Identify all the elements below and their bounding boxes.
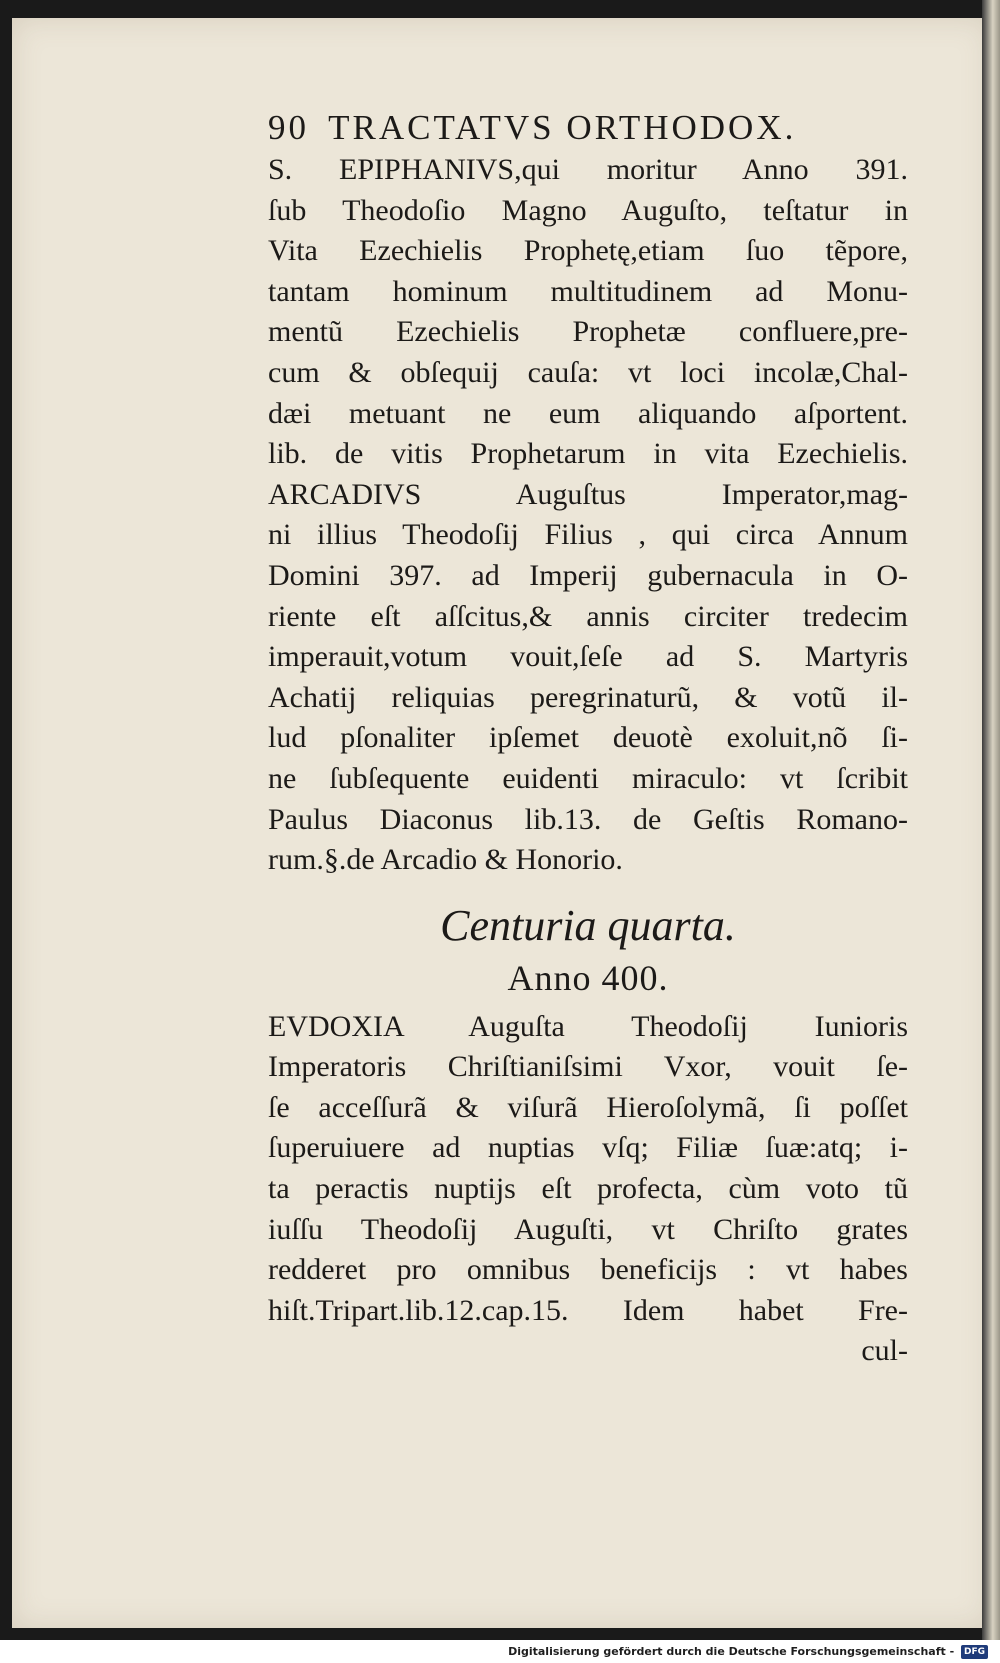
text-line: ne ſubſequente euidenti miraculo: vt ſcribit — [268, 761, 908, 795]
text-line: tantam hominum multitudinem ad Monu- — [268, 274, 908, 308]
text-line: Imperatoris Chriſtianiſsimi Vxor, vouit ſe- — [268, 1050, 908, 1084]
text-line: Achatij reliquias peregrinaturũ, & votũ il- — [268, 680, 908, 714]
text-line: ni illius Theodoſij Filius , qui circa Annum — [268, 518, 908, 552]
paragraph-eudoxia — [268, 1007, 908, 1332]
text-line: riente eſt aſſcitus,& annis circiter tredecim — [268, 599, 908, 633]
text-line: imperauit,votum vouit,ſeſe ad S. Martyris — [268, 640, 908, 674]
text-line: rum.§.de Arcadio & Honorio. — [268, 843, 623, 877]
digitization-footer — [0, 1640, 1000, 1663]
catchword: cul- — [861, 1334, 908, 1368]
running-head: TRACTATVS ORTHODOX. — [328, 108, 797, 147]
text-line: ſe acceſſurã & viſurã Hieroſolymã, ſi poſſet — [268, 1090, 908, 1124]
text-line: lud pſonaliter ipſemet deuotè exoluit,nõ ſi- — [268, 721, 908, 755]
text-line: hiſt.Tripart.lib.12.cap.15. Idem habet Fre- — [268, 1293, 908, 1327]
section-title: Centuria quarta. — [440, 900, 736, 950]
text-line: dæi metuant ne eum aliquando aſportent. — [268, 396, 908, 430]
text-line: cum & obſequij cauſa: vt loci incolæ,Chal- — [268, 355, 908, 389]
text-line: iuſſu Theodoſij Auguſti, vt Chriſto grates — [268, 1212, 908, 1246]
page-edge — [982, 0, 1000, 1640]
text-line: Vita Ezechielis Prophetę,etiam ſuo tẽpore, — [268, 234, 908, 268]
text-line: EVDOXIA Auguſta Theodoſij Iunioris — [268, 1009, 908, 1043]
text-line: ARCADIVS Auguſtus Imperator,mag- — [268, 477, 908, 511]
footer-credit: Digitalisierung gefördert durch die Deutsche Forschungsgemeinschaft - — [508, 1645, 955, 1658]
dfg-logo: DFG — [961, 1645, 988, 1659]
text-line: ſub Theodoſio Magno Auguſto, teſtatur in — [268, 193, 908, 227]
text-line: mentũ Ezechielis Prophetæ confluere,pre- — [268, 315, 908, 349]
text-line: lib. de vitis Prophetarum in vita Ezechielis. — [268, 437, 908, 471]
paragraph-arcadius — [268, 475, 908, 881]
text-line: ta peractis nuptijs eſt profecta, cùm voto tũ — [268, 1172, 908, 1206]
text-line: ſuperuiuere ad nuptias vſq; Filiæ ſuæ:atq; i- — [268, 1131, 908, 1165]
running-header — [268, 108, 908, 150]
text-line: Domini 397. ad Imperij gubernacula in O- — [268, 558, 908, 592]
paragraph-epiphanius — [268, 150, 908, 475]
section-year: Anno 400. — [507, 957, 669, 998]
text-line: S. EPIPHANIVS,qui moritur Anno 391. — [268, 153, 908, 186]
page-text — [268, 108, 908, 1372]
text-line: Paulus Diaconus lib.13. de Geſtis Romano- — [268, 802, 908, 836]
text-line: redderet pro omnibus beneficijs : vt habes — [268, 1253, 908, 1287]
folio-number: 90 — [268, 108, 309, 147]
